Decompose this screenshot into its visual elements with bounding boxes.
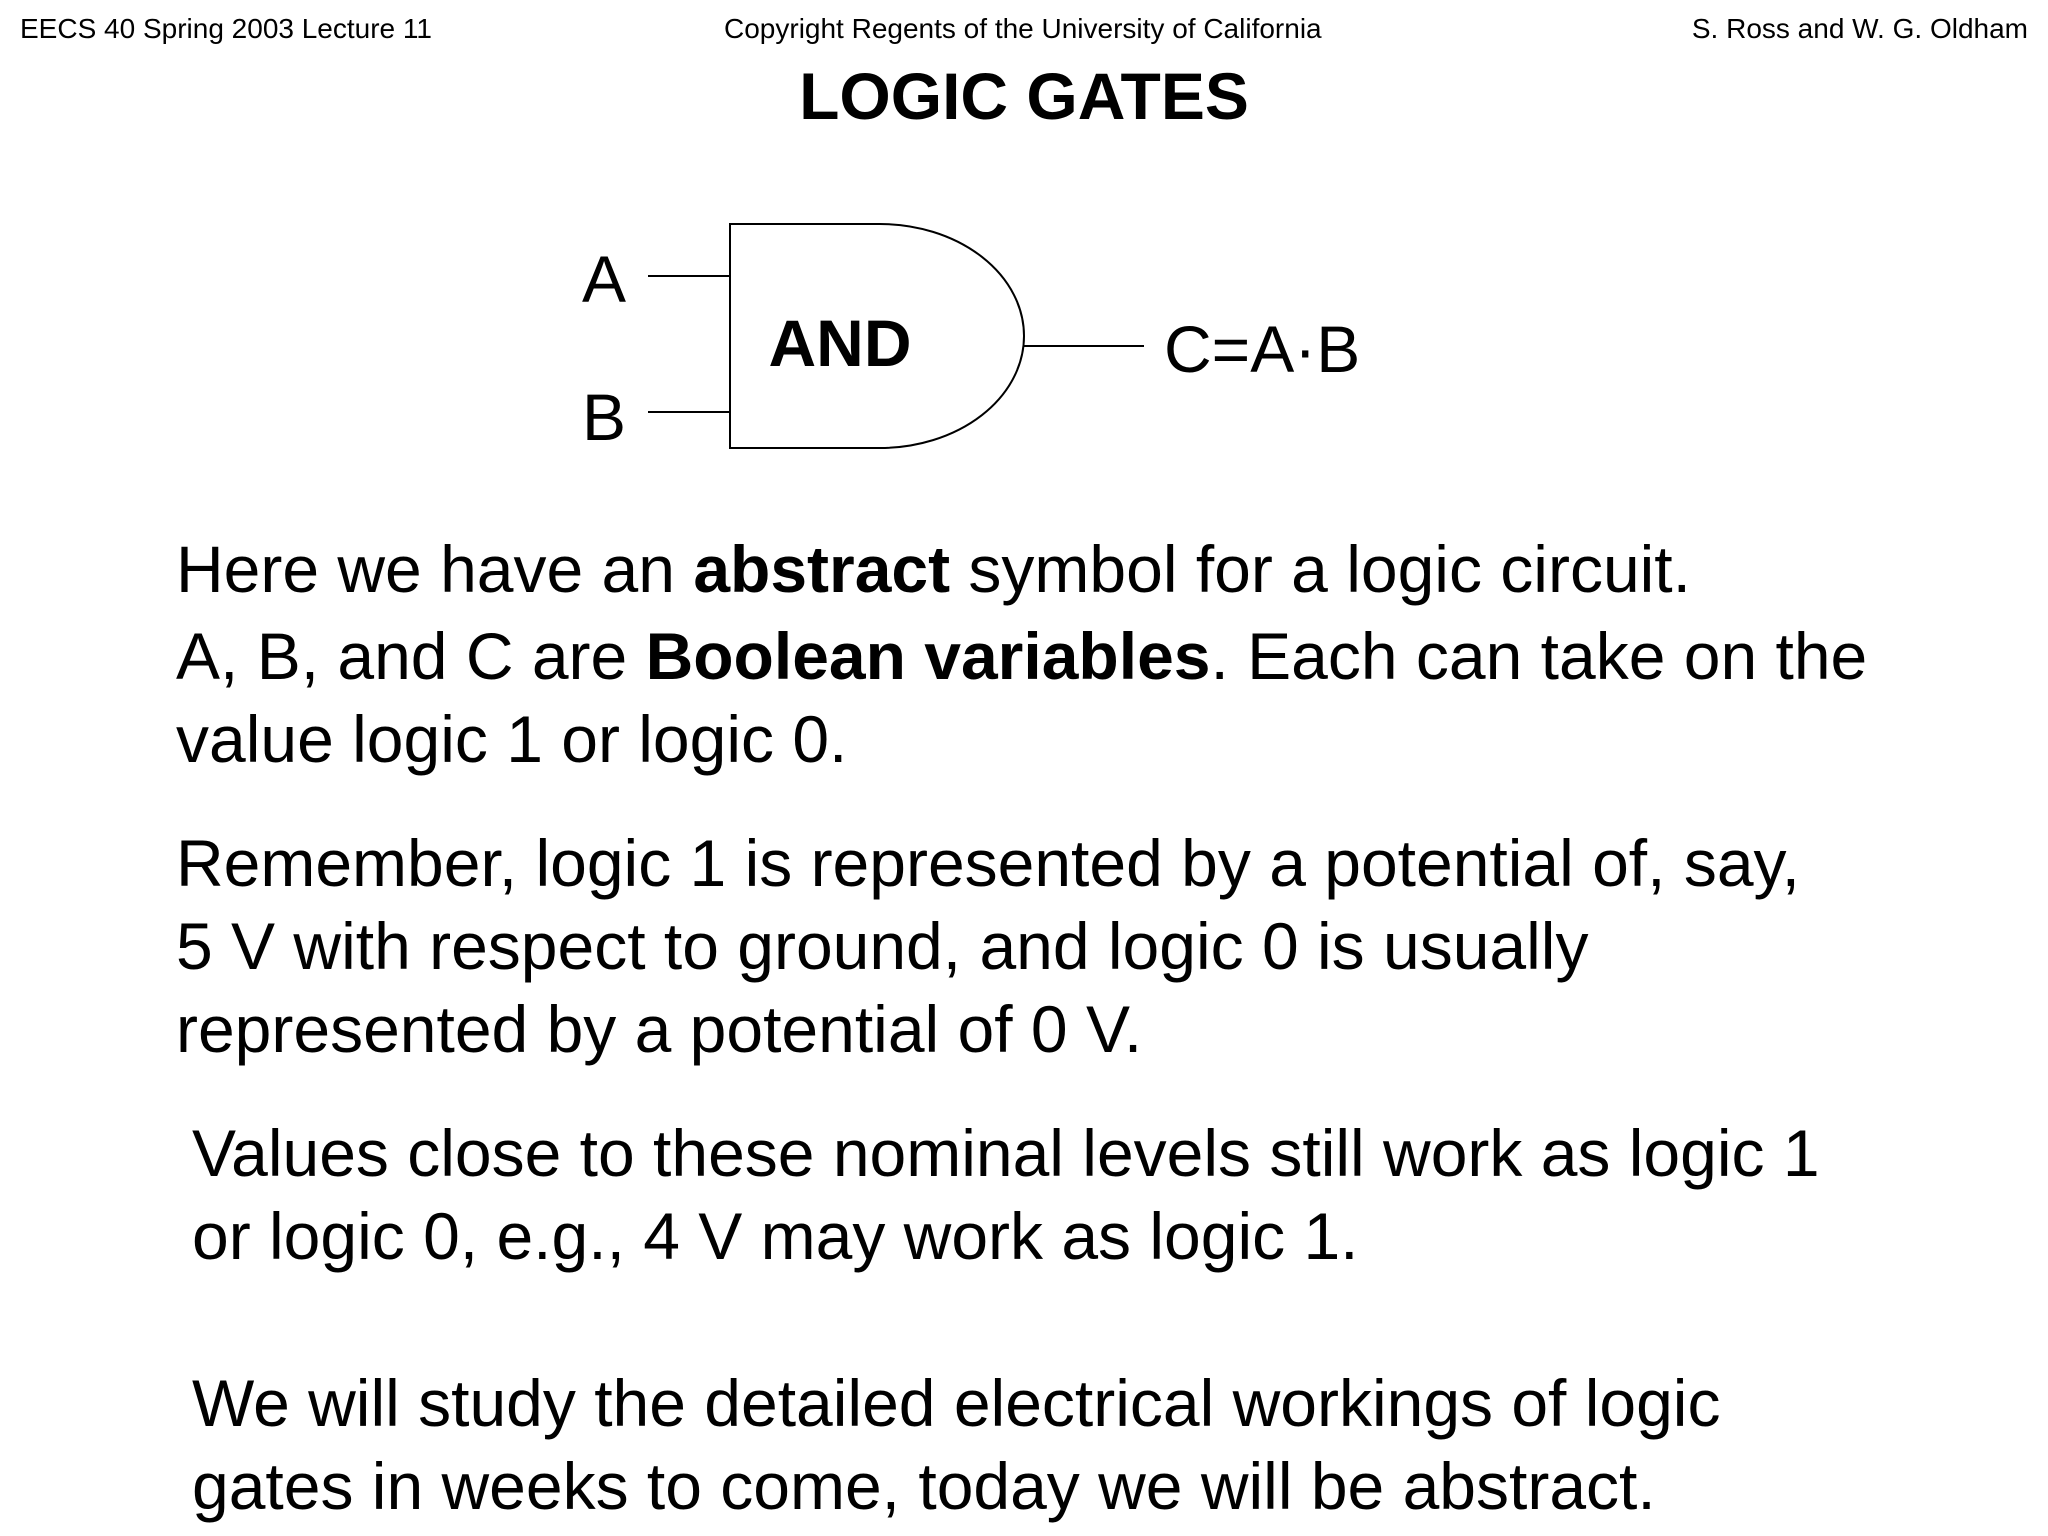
header-authors: S. Ross and W. G. Oldham xyxy=(1691,13,2028,44)
paragraph-line: or logic 0, e.g., 4 V may work as logic 1. xyxy=(192,1199,1359,1273)
paragraph-boolean-variables xyxy=(176,615,1867,781)
paragraph-text: value logic 1 or logic 0. xyxy=(176,702,848,776)
paragraph-line: Values close to these nominal levels still work as logic 1 xyxy=(192,1116,1820,1190)
paragraph-text: . Each can take on the xyxy=(1210,619,1868,693)
paragraph-abstract-symbol xyxy=(176,528,1691,611)
page-title: LOGIC GATES xyxy=(799,59,1249,133)
paragraph-logic-levels xyxy=(176,822,1800,1071)
and-gate-diagram xyxy=(0,0,2048,470)
paragraph-line: 5 V with respect to ground, and logic 0 is usually xyxy=(176,909,1589,983)
header-copyright: Copyright Regents of the University of California xyxy=(724,13,1322,44)
paragraph-line: gates in weeks to come, today we will be abstract. xyxy=(192,1449,1656,1523)
output-expression-label: C=A·B xyxy=(1164,312,1361,386)
emphasis-boolean-variables: Boolean variables xyxy=(645,619,1211,693)
paragraph-line: represented by a potential of 0 V. xyxy=(176,992,1143,1066)
input-b-label: B xyxy=(581,380,627,454)
paragraph-line: Remember, logic 1 is represented by a potential of, say, xyxy=(176,826,1800,900)
paragraph-future-study xyxy=(192,1362,1720,1528)
header-lecture-info: EECS 40 Spring 2003 Lecture 11 xyxy=(20,13,432,44)
gate-type-label: AND xyxy=(768,306,912,380)
emphasis-abstract: abstract xyxy=(693,532,951,606)
paragraph-nominal-levels xyxy=(192,1112,1820,1278)
input-a-label: A xyxy=(581,242,627,316)
paragraph-line: We will study the detailed electrical workings of logic xyxy=(192,1366,1721,1440)
paragraph-text: A, B, and C are xyxy=(176,619,646,693)
paragraph-text: Here we have an xyxy=(176,532,694,606)
paragraph-text: symbol for a logic circuit. xyxy=(950,532,1691,606)
